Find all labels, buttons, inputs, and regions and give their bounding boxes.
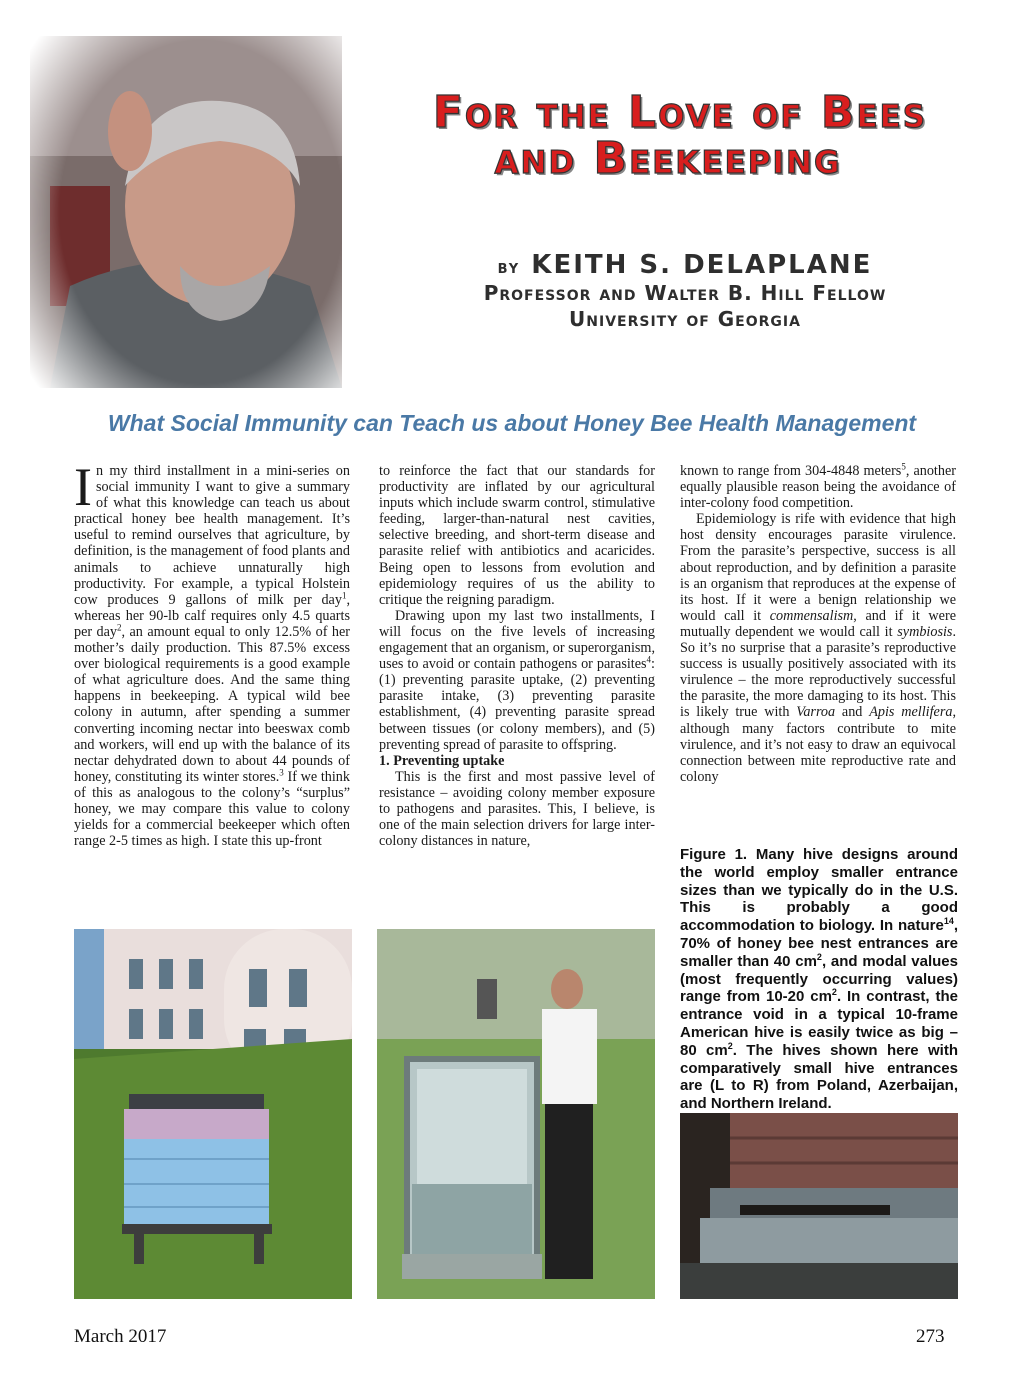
title-line-2: and Beekeeping (494, 133, 842, 184)
photo-poland-hive (74, 929, 352, 1299)
italic-term: symbiosis (897, 623, 953, 640)
paragraph (680, 463, 956, 511)
article-title (360, 87, 1000, 184)
article-subtitle: What Social Immunity can Teach us about Honey Bee Health Management (107, 410, 917, 436)
footnote-ref: 4 (646, 654, 652, 665)
text-run: . So it’s no surprise that a parasite’s reproductive success is usually positively associated with its virulence – the more reproductively successful the parasite, the more damaging to its host. This is likely true with (680, 623, 956, 721)
italic-term: Varroa (796, 704, 836, 721)
by-prefix: by (497, 257, 521, 278)
footnote-ref: 14 (943, 916, 954, 927)
paragraph (379, 608, 655, 753)
author-name: KEITH S. DELAPLANE (531, 250, 873, 280)
text-run: Drawing upon my last two installments, I will focus on the five levels of increasing engagement that an organism, or superorganism, uses to avoid or contain pathogens or parasites (379, 607, 655, 673)
photo-northern-ireland-hive (680, 1113, 958, 1299)
page-number: 273 (916, 1326, 945, 1347)
text-run: : (1) preventing parasite uptake, (2) preventing parasite intake, (3) preventing parasite establishment, (4) preventing parasite spread between tissues (or colony members), and (5) preventing spread of parasite to offspring. (379, 656, 655, 753)
text-column-1 (74, 457, 350, 850)
photo-azerbaijan-hive (377, 929, 655, 1299)
footnote-ref: 1 (341, 590, 347, 601)
paragraph: This is the first and most passive level of resistance – avoiding colony member exposure to pathogens and parasites. This, I believe, is one of the main selection drivers for large inter-colony distances in nature, (379, 768, 655, 850)
text-run: , 70% of honey bee nest entrances are smaller than 40 cm (680, 917, 958, 970)
text-run: , although many factors contribute to mite virulence, and it’s not easy to draw an equivocal connection between mite reproductive rate and colony (680, 704, 956, 785)
text-run: If we think of this as analogous to the colony’s “surplus” honey, we may compare this value to colony yields for a commercial beekeeper which often range 2-5 times as high. I state this up-front (74, 768, 350, 850)
text-run: , another equally plausible reason being the avoidance of inter-colony food competition. (680, 463, 956, 512)
text-column-3 (680, 463, 956, 785)
text-run: known to range from 304-4848 meters (680, 463, 902, 479)
footnote-ref: 2 (117, 622, 122, 633)
title-line-1: For the Love of Bees (432, 87, 928, 138)
footnote-ref: 5 (901, 461, 906, 472)
paragraph (680, 511, 956, 785)
text-column-2 (379, 463, 655, 849)
author-portrait (30, 36, 342, 388)
text-run: , and modal values (most frequently occurring values) range from 10-20 cm (680, 952, 958, 1006)
superscript: 2 (831, 987, 837, 998)
issue-date: March 2017 (74, 1326, 167, 1347)
drop-cap: I (74, 457, 92, 517)
text-run: . In contrast, the entrance void in a typical 10-frame American hive is easily twice as big – 80 cm (680, 988, 958, 1059)
affiliation-line-2: University of Georgia (569, 307, 801, 331)
text-run: . The hives shown here with comparatively small hive entrances are (L to R) from Poland, Azerbaijan, and Northern Ireland. (680, 1041, 958, 1113)
text-run: , an amount equal to only 12.5% of her mother’s daily production. This 87.5% excess over biological requirements is a good example of what agriculture does. And the same thing happens in beekeeping. A typical wild bee colony in autumn, after spending a summer converting incoming nectar into beeswax comb and workers, will end up with the balance of its nectar dehydrated down to about 44 pounds of honey, constituting its winter stores. (74, 623, 350, 785)
byline (430, 250, 940, 332)
text-run: n my third installment in a mini-series on social immunity I want to give a summary of what this knowledge can teach us about practical honey bee health management. It’s useful to remind ourselves that agriculture, by definition, is the management of food plants and animals to achieve unnaturally high productivity. For example, a typical Holstein cow produces 9 gallons of milk per day (74, 463, 350, 608)
italic-term: Apis mellifera (869, 704, 953, 721)
text-run: , whereas her 90-lb calf requires only 4.5 quarts per day (74, 591, 350, 640)
superscript: 2 (816, 951, 822, 962)
italic-term: commensalism (769, 607, 854, 624)
text-run: Epidemiology is rife with evidence that high host density encourages parasite virulence. From the parasite’s perspective, success is all about reproduction, and by definition a parasite is an organism that reproduces at the expense of its host. If it were a benign relationship we would call it (680, 511, 956, 624)
paragraph: to reinforce the fact that our standards for productivity are inflated by our agricultural inputs which include swarm control, stimulative feeding, larger-than-natural nest cavities, selective breeding, and short-term disease and parasite relief with antibiotics and acaricides. Being open to lessons from evolution and epidemiology requires of us the ability to critique the reigning paradigm. (379, 463, 655, 608)
superscript: 2 (727, 1040, 733, 1051)
footnote-ref: 3 (279, 767, 284, 778)
section-heading: 1. Preventing uptake (379, 752, 505, 769)
text-run: and (835, 704, 870, 721)
text-run: Figure 1. Many hive designs around the world employ smaller entrance sizes than we typically do in the U.S. This is probably a good accommodation to biology. In nature (680, 846, 958, 935)
paragraph (74, 457, 350, 850)
figure-caption (680, 846, 958, 1113)
affiliation-line-1: Professor and Walter B. Hill Fellow (483, 281, 887, 305)
text-run: , and if it were mutually dependent we would call it (680, 607, 956, 640)
